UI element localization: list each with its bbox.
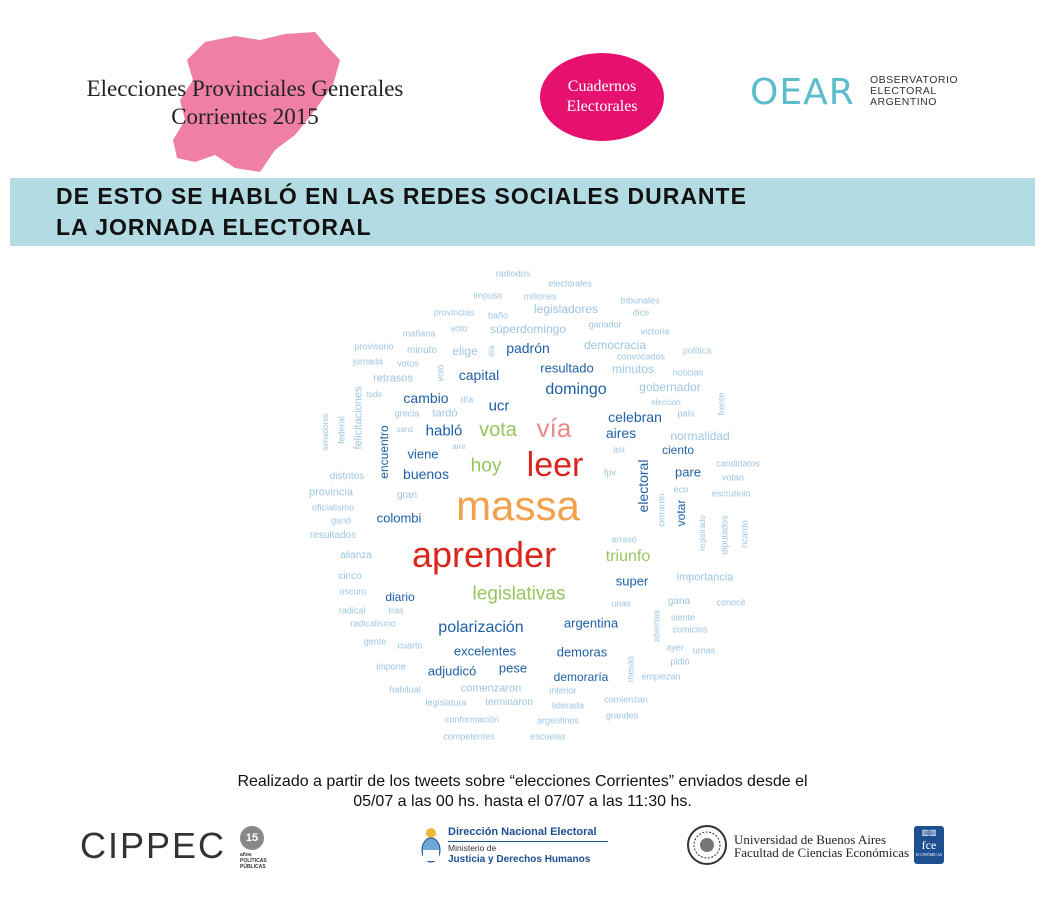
source-note	[0, 772, 1045, 812]
word-cloud-term: gente	[363, 636, 387, 647]
word-cloud-term: aprender	[411, 534, 557, 575]
word-cloud-term: ganador	[588, 319, 622, 330]
word-cloud-term: tribunales	[620, 295, 660, 306]
word-cloud	[0, 260, 1045, 750]
word-cloud-term: oscuro	[339, 586, 367, 597]
title-line-2: Corrientes 2015	[171, 104, 319, 129]
cippec-years-word: años	[240, 852, 252, 858]
word-cloud-term: distritos	[329, 471, 365, 482]
word-cloud-term: abiertas	[651, 609, 662, 643]
word-cloud-term: provincias	[433, 307, 475, 318]
word-cloud-term: terminaron	[485, 697, 533, 708]
word-cloud-term: sanz	[396, 425, 414, 434]
word-cloud-term: conocé	[716, 597, 746, 608]
fce-name: Facultad de Ciencias Económicas	[734, 845, 910, 860]
word-cloud-term: triunfo	[605, 548, 651, 565]
word-cloud-term: radical	[338, 605, 366, 616]
word-cloud-term: electorales	[548, 278, 592, 289]
word-cloud-term: polarización	[438, 619, 524, 636]
word-cloud-term: cinco	[338, 571, 362, 582]
word-cloud-term: registrado	[698, 515, 707, 551]
banner-heading	[56, 181, 747, 243]
word-cloud-term: capital	[458, 367, 500, 383]
oear-mark: OEAR	[750, 72, 855, 113]
word-cloud-term: urnas	[692, 645, 716, 656]
word-cloud-term: arrasó	[611, 534, 637, 545]
banner-line-1: DE ESTO SE HABLÓ EN LAS REDES SOCIALES DURANTE	[56, 183, 747, 209]
dne-ministry-name: Justicia y Derechos Humanos	[448, 854, 591, 865]
word-cloud-term: gobernador	[639, 380, 701, 394]
word-cloud-term: ayer	[666, 642, 684, 653]
dne-ministry-label: Ministerio de	[448, 843, 497, 853]
word-cloud-term: pidió	[670, 656, 690, 667]
oear-line-2: ELECTORAL	[870, 85, 937, 97]
word-cloud-term: encuentro	[377, 425, 391, 479]
dne-divider	[448, 841, 608, 842]
word-cloud-term: ucr	[488, 397, 510, 415]
word-cloud-term: interior	[549, 685, 577, 696]
word-cloud-term: dice	[632, 307, 650, 318]
word-cloud-term: comicios	[672, 624, 708, 635]
word-cloud-term: adjudicó	[427, 663, 477, 679]
word-cloud-term: gana	[667, 596, 691, 607]
banner-line-2: LA JORNADA ELECTORAL	[56, 214, 372, 240]
word-cloud-term: diputados	[719, 515, 730, 555]
word-cloud-term: candidatos	[716, 458, 760, 469]
cuadernos-electorales-badge	[540, 53, 664, 141]
word-cloud-term: alianza	[340, 550, 372, 561]
word-cloud-term: demoras	[556, 644, 608, 660]
word-cloud-term: votó	[435, 364, 446, 382]
word-cloud-term: oficialismo	[311, 502, 355, 513]
word-cloud-term: excelentes	[453, 643, 517, 659]
word-cloud-term: padrón	[506, 340, 550, 356]
word-cloud-term: demoraría	[553, 670, 609, 684]
word-cloud-term: voto	[450, 323, 468, 334]
word-cloud-term: así	[612, 444, 626, 455]
oear-line-1: OBSERVATORIO	[870, 74, 959, 86]
argentina-coat-of-arms-icon	[420, 826, 442, 864]
word-cloud-term: noticias	[672, 367, 704, 378]
word-cloud-term: elige	[452, 344, 478, 358]
word-cloud-term: grandes	[605, 710, 639, 721]
word-cloud-term: fpv	[603, 467, 617, 478]
word-cloud-term: mañana	[402, 328, 436, 339]
word-cloud-term: escrutinio	[711, 488, 751, 499]
word-cloud-term: liderada	[551, 700, 585, 711]
word-cloud-term: legislatura	[425, 697, 467, 708]
word-cloud-term: democracia	[583, 338, 647, 352]
word-cloud-term: elección	[651, 398, 681, 407]
word-cloud-term: minutos	[611, 362, 655, 376]
word-cloud-term: provisorio	[354, 341, 394, 352]
word-cloud-term: hoy	[470, 455, 502, 477]
word-cloud-term: competentes	[443, 731, 495, 742]
oear-logo	[750, 72, 980, 116]
word-cloud-term: comienzan	[604, 694, 648, 705]
badge-line-1: Cuadernos	[567, 78, 637, 95]
oear-line-3: ARGENTINO	[870, 96, 937, 108]
word-cloud-term: pese	[498, 660, 528, 676]
word-cloud-term: votos	[397, 358, 419, 369]
word-cloud-term: minuto	[406, 345, 438, 356]
uba-seal-icon	[686, 824, 728, 866]
word-cloud-term: empiezan	[641, 671, 681, 682]
cippec-15-years-badge	[240, 826, 264, 850]
word-cloud-term: siente	[670, 612, 696, 623]
word-cloud-term: legisladores	[533, 302, 599, 316]
word-cloud-term: día	[460, 394, 474, 405]
word-cloud-term: impuso	[473, 290, 503, 301]
source-note-line-1: Realizado a partir de los tweets sobre “elecciones Corrientes” enviados desde el	[237, 773, 808, 790]
word-cloud-term: conformación	[444, 714, 500, 725]
publication-title	[30, 75, 460, 131]
word-cloud-term: electoral	[635, 459, 651, 513]
word-cloud-term: normalidad	[670, 429, 730, 443]
word-cloud-term: importancia	[676, 571, 734, 584]
word-cloud-term: frente	[716, 392, 727, 416]
word-cloud-term: tras	[388, 605, 404, 616]
word-cloud-term: victoria	[640, 326, 670, 337]
word-cloud-term: cerraron	[656, 493, 667, 527]
word-cloud-term: legislativas	[472, 583, 566, 605]
word-cloud-term: aires	[605, 425, 637, 441]
word-cloud-term: convocados	[616, 351, 666, 362]
badge-line-2: Electorales	[566, 98, 638, 115]
word-cloud-term: cambio	[403, 390, 449, 406]
word-cloud-term: eco	[673, 484, 689, 495]
word-cloud-term: vota	[479, 419, 517, 441]
title-banner	[10, 178, 1035, 246]
word-cloud-term: massa	[456, 482, 580, 529]
word-cloud-term: día	[487, 345, 496, 357]
word-cloud-term: resultados	[309, 530, 357, 541]
fce-sub: ECONÓMICAS	[915, 852, 943, 857]
word-cloud-term: habló	[425, 422, 463, 440]
oear-name	[870, 75, 958, 108]
word-cloud-term: millones	[523, 291, 557, 302]
word-cloud-term: ciento	[661, 443, 695, 457]
cippec-logo	[80, 825, 267, 870]
word-cloud-term: felicitaciones	[352, 386, 365, 450]
word-cloud-term: cuarto	[397, 640, 423, 651]
word-cloud-term: jornada	[352, 356, 384, 367]
word-cloud-term: grecia	[394, 408, 420, 419]
word-cloud-term: pare	[674, 464, 702, 480]
fce-columns-icon: ▥▥	[921, 828, 937, 837]
word-cloud-term: leer	[526, 446, 584, 484]
source-note-line-2: 05/07 a las 00 hs. hasta el 07/07 a las 11:30 hs.	[353, 793, 692, 810]
fce-mark: fce	[921, 838, 937, 852]
word-cloud-term: domingo	[545, 381, 607, 398]
cippec-sub-2: PÚBLICAS	[240, 864, 266, 870]
word-cloud-term: retrasos	[373, 372, 413, 385]
word-cloud-term: mesas	[625, 655, 636, 683]
word-cloud-term: senadores	[321, 413, 330, 451]
title-line-1: Elecciones Provinciales Generales	[86, 76, 404, 101]
word-cloud-term: impone	[376, 661, 406, 672]
dne-name: Dirección Nacional Electoral	[448, 826, 597, 838]
word-cloud-term: gran	[396, 490, 418, 501]
word-cloud-term: votar	[674, 499, 688, 527]
word-cloud-term: unas	[611, 598, 631, 609]
word-cloud-term: federal	[336, 416, 347, 444]
word-cloud-term: provincia	[308, 486, 354, 499]
word-cloud-term: argentinos	[536, 715, 580, 726]
word-cloud-term: super	[615, 573, 649, 589]
word-cloud-term: tardó	[432, 407, 458, 420]
word-cloud-term: colombi	[376, 510, 422, 526]
cippec-sub-1: POLÍTICAS	[240, 858, 267, 864]
word-cloud-term: aire	[452, 442, 466, 451]
word-cloud-term: resultado	[540, 360, 594, 376]
fce-emblem	[914, 826, 944, 864]
word-cloud-term: diario	[385, 590, 415, 604]
word-cloud-term: país	[677, 408, 695, 419]
word-cloud-term: votan	[721, 472, 745, 483]
word-cloud-term: todo	[366, 390, 382, 399]
cippec-subtitle	[240, 852, 267, 870]
word-cloud-term: radiodos	[495, 268, 531, 279]
word-cloud-term: celebran	[608, 409, 662, 425]
word-cloud-term: radicalismo	[350, 618, 396, 629]
word-cloud-term: ganó	[330, 515, 352, 526]
word-cloud-term: política	[682, 345, 712, 356]
uba-name: Universidad de Buenos Aires	[734, 832, 887, 847]
word-cloud-term: súperdomingo	[489, 322, 567, 336]
word-cloud-term: baño	[487, 310, 509, 321]
word-cloud-term: vía	[536, 413, 572, 443]
word-cloud-term: argentina	[563, 615, 619, 631]
word-cloud-term: comenzaron	[460, 682, 522, 695]
word-cloud-term: viene	[407, 446, 439, 462]
word-cloud-term: ricardo	[739, 520, 750, 548]
cippec-wordmark: CIPPEC	[80, 825, 227, 866]
word-cloud-term: escuelas	[530, 731, 566, 742]
cippec-years: 15	[245, 832, 259, 844]
word-cloud-term: buenos	[403, 466, 449, 482]
word-cloud-term: habitual	[389, 684, 421, 695]
